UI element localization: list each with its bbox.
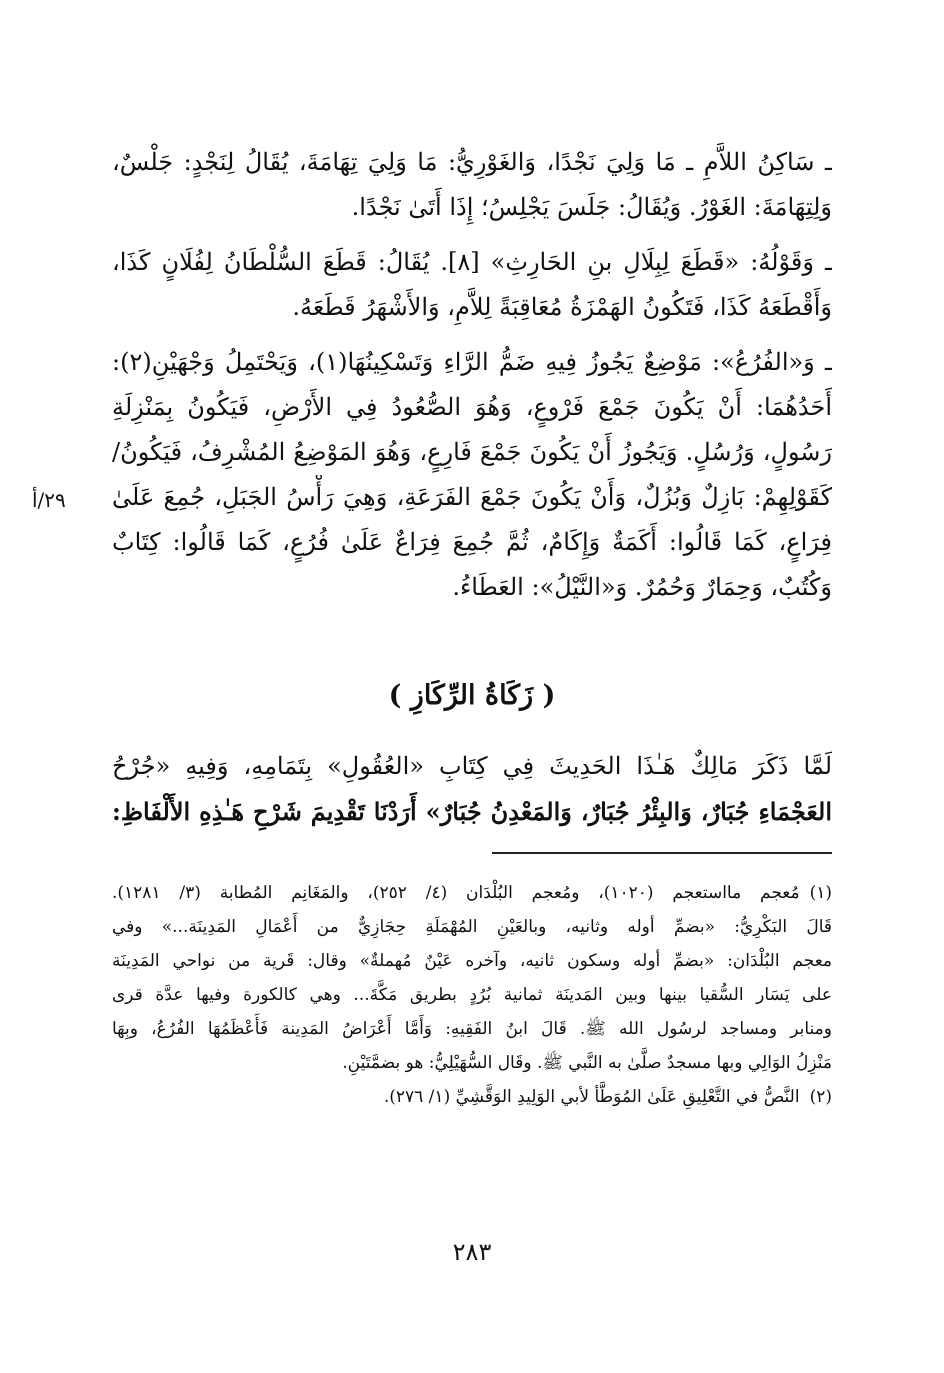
text-line: وَأَقْطَعَهُ كَذَا، فَتَكُونُ الهَمْزَةُ مُعَاقِبَةً لِلاَّمِ، وَالأَشْهَرُ قَطَعَهُ. — [292, 293, 832, 321]
footnote-2 — [112, 1080, 832, 1114]
text-line: وَكُتُبٌ، وَحِمَارٌ وَحُمُرٌ. وَ«النَّيْلُ»: العَطَاءُ. — [452, 573, 832, 601]
section-heading: ( زَكَاةُ الرِّكَازِ ) — [388, 680, 556, 711]
text-line: رَسُولٍ، وَرُسُلٍ. وَيَجُوزُ أَنْ يَكُونَ جَمْعَ فَارِعٍ، وَهُوَ المَوْضِعُ المُشْرِفُ، فَيَكُونُ/ — [112, 438, 832, 466]
footnote-line: قَالَ البَكْرِيُّ: «بضمِّ أوله وثانيه، وبالعَيْنِ المُهْمَلَةِ حِجَازِيٌّ من أَعْمَالِ المَدِينَة...» وفي — [112, 917, 832, 937]
footnote-line: ومنابر ومساجد لرسُول الله ﷺ. قَالَ ابنُ الفَقِيهِ: وَأَمَّا أَعْرَاضُ المَدِينة فَأَعْظَمُهَا الفُرُعُ، وبِهَا — [112, 1019, 832, 1039]
footnote-line: على يَسَار السُّقيا بينها وبين المَدينَة ثمانية بُرُدٍ بطريق مَكَّةَ... وهي كالكورة وفيها عدَّة قرى — [112, 985, 832, 1005]
footnote-line: مَنْزِلُ الوَالِي وبها مسجدٌ صلَّىٰ به النَّبي ﷺ. وقَال السُّهَيْلِيُّ: هو بضمَّتَيْنِ. — [342, 1053, 832, 1073]
paragraph-qata — [112, 240, 832, 330]
text-line: العَجْمَاءِ جُبَارٌ، وَالبِئْرُ جُبَارٌ، وَالمَعْدِنُ جُبَارٌ» أَرَدْنَا تَقْدِيمَ شَرْحِ هَـٰذِهِ الأَلْفَاظِ: — [112, 797, 832, 826]
text-line: فِرَاعٍ، كَمَا قَالُوا: أَكَمَةٌ وَإِكَامٌ، ثُمَّ جُمِعَ فِرَاعٌ عَلَىٰ فُرُعٍ، كَمَا قَالُوا: كِتَابٌ — [112, 528, 832, 556]
text-line: أَحَدُهُمَا: أَنْ يَكُونَ جَمْعَ فَرْوعٍ، وَهُوَ الصُّعُودُ فِي الأَرْضِ، فَيَكُونُ بِمَنْزِلَةِ — [112, 393, 832, 421]
footnote-line: معجم البُلْدَان: «بضمِّ أوله وسكون ثانيه، وآخره عَيْنٌ مُهملةٌ» وقال: قَرية من نواحي المَدِينَة — [112, 951, 832, 971]
paragraph-ghawr — [112, 140, 832, 230]
footnote-text: النَّصُّ في التَّعْلِيقِ عَلَىٰ المُوَطَّأ لأبي الوَلِيدِ الوَقَّشِيِّ (١/ ٢٧٦). — [383, 1087, 800, 1107]
footnote-line — [112, 876, 832, 910]
paragraph-furu — [112, 340, 832, 610]
page-number: ٢٨٣ — [452, 1238, 492, 1266]
footnote-number: (٢) — [809, 1087, 832, 1107]
text-line: ـ سَاكِنُ اللاَّمِ ـ مَا وَلِيَ نَجْدًا، وَالغَوْرِيُّ: مَا وَلِيَ تِهَامَةَ، يُقَالُ لِنَجْدٍ: جَلْسٌ، — [112, 148, 832, 176]
manuscript-folio-marker: ٢٩/أ — [32, 488, 66, 512]
text-line: كَقَوْلِهِمْ: بَازِلٌ وَبُزُلٌ، وَأَنْ يَكُونَ جَمْعَ الفَرَعَةِ، وَهِيَ رَأْسُ الجَبَلِ، جُمِعَ عَلَىٰ — [112, 483, 832, 511]
section-text — [112, 744, 832, 834]
text-line: لَمَّا ذَكَرَ مَالِكٌ هَـٰذَا الحَدِيثَ فِي كِتَابِ «العُقُولِ» بِتَمَامِهِ، وَفِيهِ «جُرْحُ — [112, 752, 832, 780]
text-line: ـ وَ«الفُرُعُ»: مَوْضِعٌ يَجُوزُ فِيهِ ضَمُّ الرَّاءِ وَتَسْكِينُهَا(١)، وَيَحْتَمِلُ وَجْهَيْنِ(٢): — [112, 348, 832, 376]
text-line: وَلِتِهَامَةَ: الغَوْرُ. وَيُقَالُ: جَلَسَ يَجْلِسُ؛ إِذَا أَتَىٰ نَجْدًا. — [351, 193, 832, 221]
footnote-line — [112, 1080, 832, 1114]
main-text — [112, 140, 832, 610]
footnote-number: (١) — [809, 883, 832, 903]
footnote-text: مُعجم مااستعجم (١٠٢٠)، ومُعجم البُلْدَان (٤/ ٢٥٢)، والمَغَانِم المُطابة (٣/ ١٢٨١). — [112, 883, 800, 903]
footnote-separator — [492, 852, 832, 854]
footnotes — [112, 876, 832, 1114]
footnote-1 — [112, 876, 832, 1080]
text-line: ـ وَقَوْلُهُ: «قَطَعَ لِبِلَالِ بنِ الحَارِثِ» [٨]. يُقَالُ: قَطَعَ السُّلْطَانُ لِفُلَانٍ كَذَا، — [112, 248, 832, 276]
